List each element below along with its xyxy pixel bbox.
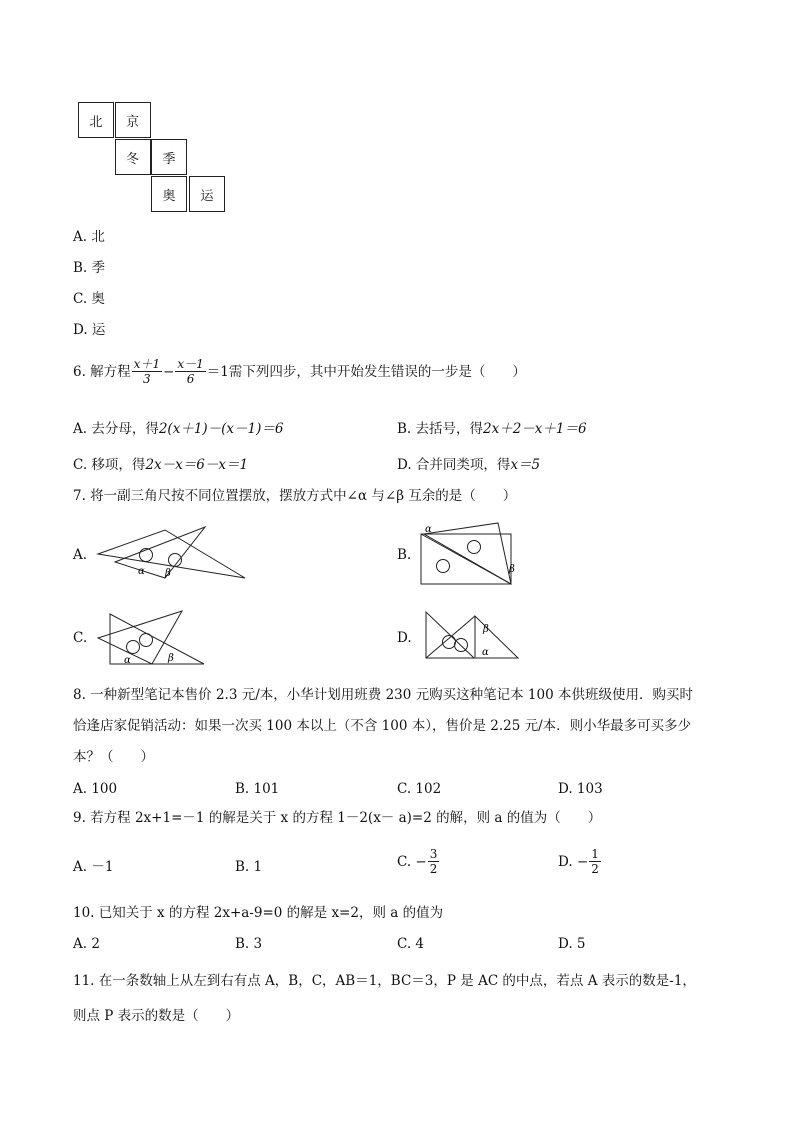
q8-option-a[interactable]: A. 100: [73, 781, 118, 797]
fraction-denominator: 2: [591, 862, 599, 876]
fraction-denominator: 2: [429, 862, 438, 876]
option-math: 2x－x＝6－x＝1: [145, 457, 249, 473]
net-cell: 奥: [151, 176, 187, 212]
alpha-label: α: [138, 566, 145, 577]
q8-option-d[interactable]: D. 103: [558, 781, 603, 797]
option-fraction: [589, 847, 601, 876]
option-label: D. −: [558, 853, 589, 870]
q6-fraction-1: [132, 357, 162, 386]
q7-option-c-label[interactable]: C.: [73, 630, 88, 646]
alpha-label: α: [124, 655, 131, 666]
q6-stem: [73, 357, 526, 386]
net-cell: 冬: [115, 139, 151, 175]
net-cell: 京: [115, 102, 151, 138]
minus-sign: −: [163, 363, 175, 380]
q8-line-1: 8. 一种新型笔记本售价 2.3 元/本，小华计划用班费 230 元购买这种笔记本 100 本供班级使用．购买时: [73, 687, 693, 703]
beta-label: β: [509, 564, 515, 575]
q7-stem: 7. 将一副三角尺按不同位置摆放，摆放方式中∠α 与∠β 互余的是（ ）: [73, 488, 517, 504]
q10-option-b[interactable]: B. 3: [235, 936, 263, 952]
q8-option-c[interactable]: C. 102: [397, 781, 442, 797]
option-math: x＝5: [510, 457, 541, 473]
q7-option-d-label[interactable]: D.: [397, 630, 412, 646]
fraction-denominator: 3: [143, 372, 151, 386]
option-math: 2x＋2－x＋1＝6: [483, 421, 587, 437]
option-label: A. 去分母，得: [73, 421, 159, 437]
option-label: C. −: [397, 853, 427, 870]
option-label: D. 合并同类项，得: [397, 457, 511, 473]
fraction-denominator: 6: [186, 372, 195, 386]
net-cell: 运: [189, 176, 225, 212]
q6-prefix: 6. 解方程: [73, 363, 131, 380]
q9-option-a[interactable]: A. －1: [73, 859, 114, 875]
q10-stem: 10. 已知关于 x 的方程 2x+a-9=0 的解是 x=2，则 a 的值为: [73, 905, 444, 921]
q7-figure-b[interactable]: [418, 520, 528, 588]
option-math: 2(x＋1)－(x－1)＝6: [158, 421, 284, 437]
q6-option-c[interactable]: [73, 456, 248, 474]
q11-line-2: 则点 P 表示的数是（ ）: [73, 1008, 240, 1024]
alpha-label: α: [482, 647, 489, 658]
q6-option-a[interactable]: [73, 420, 284, 438]
q10-option-c[interactable]: C. 4: [397, 936, 425, 952]
fraction-numerator: 1: [591, 847, 599, 861]
q9-option-c[interactable]: [397, 847, 440, 876]
q8-line-2: 恰逢店家促销活动：如果一次买 100 本以上（不含 100 本），售价是 2.25 元/本．则小华最多可买多少: [73, 718, 692, 734]
beta-label: β: [168, 653, 174, 664]
net-cell: 季: [151, 139, 187, 175]
q10-option-d[interactable]: D. 5: [558, 936, 586, 952]
q5-option-d[interactable]: D. 运: [73, 322, 106, 338]
q6-option-b[interactable]: [397, 420, 587, 438]
option-label: B. 去括号，得: [397, 421, 484, 437]
option-label: C. 移项，得: [73, 457, 146, 473]
q6-suffix: ＝1需下列四步，其中开始发生错误的一步是（ ）: [206, 363, 526, 380]
q7-option-a-label[interactable]: A.: [73, 547, 88, 563]
q8-option-b[interactable]: B. 101: [235, 781, 280, 797]
beta-label: β: [165, 568, 171, 579]
q7-option-b-label[interactable]: B.: [397, 547, 412, 563]
q6-option-d[interactable]: [397, 456, 540, 474]
q11-line-1: 11. 在一条数轴上从左到右有点 A，B，C，AB＝1，BC＝3，P 是 AC 的中点，若点 A 表示的数是-1，: [73, 973, 696, 989]
q5-option-c[interactable]: C. 奥: [73, 291, 105, 307]
q6-fraction-2: [175, 357, 205, 386]
q5-option-a[interactable]: A. 北: [73, 229, 105, 245]
q7-figure-a[interactable]: [95, 522, 250, 584]
fraction-numerator: x＋1: [133, 357, 161, 371]
q10-option-a[interactable]: A. 2: [73, 936, 100, 952]
q9-stem: 9. 若方程 2x+1=－1 的解是关于 x 的方程 1－2(x－ a)=2 的解，则 a 的值为（ ）: [73, 810, 602, 826]
q8-line-3: 本？（ ）: [73, 749, 154, 765]
alpha-label: α: [425, 524, 432, 535]
q7-figure-d[interactable]: [420, 608, 520, 664]
beta-label: β: [483, 624, 489, 635]
q7-figure-c[interactable]: [94, 608, 209, 668]
option-fraction: [428, 847, 440, 876]
q9-option-b[interactable]: B. 1: [235, 859, 263, 875]
q5-option-b[interactable]: B. 季: [73, 260, 106, 276]
q9-option-d[interactable]: [558, 847, 602, 876]
fraction-numerator: 3: [429, 847, 438, 861]
fraction-numerator: x－1: [177, 357, 204, 371]
net-cell: 北: [78, 102, 114, 138]
